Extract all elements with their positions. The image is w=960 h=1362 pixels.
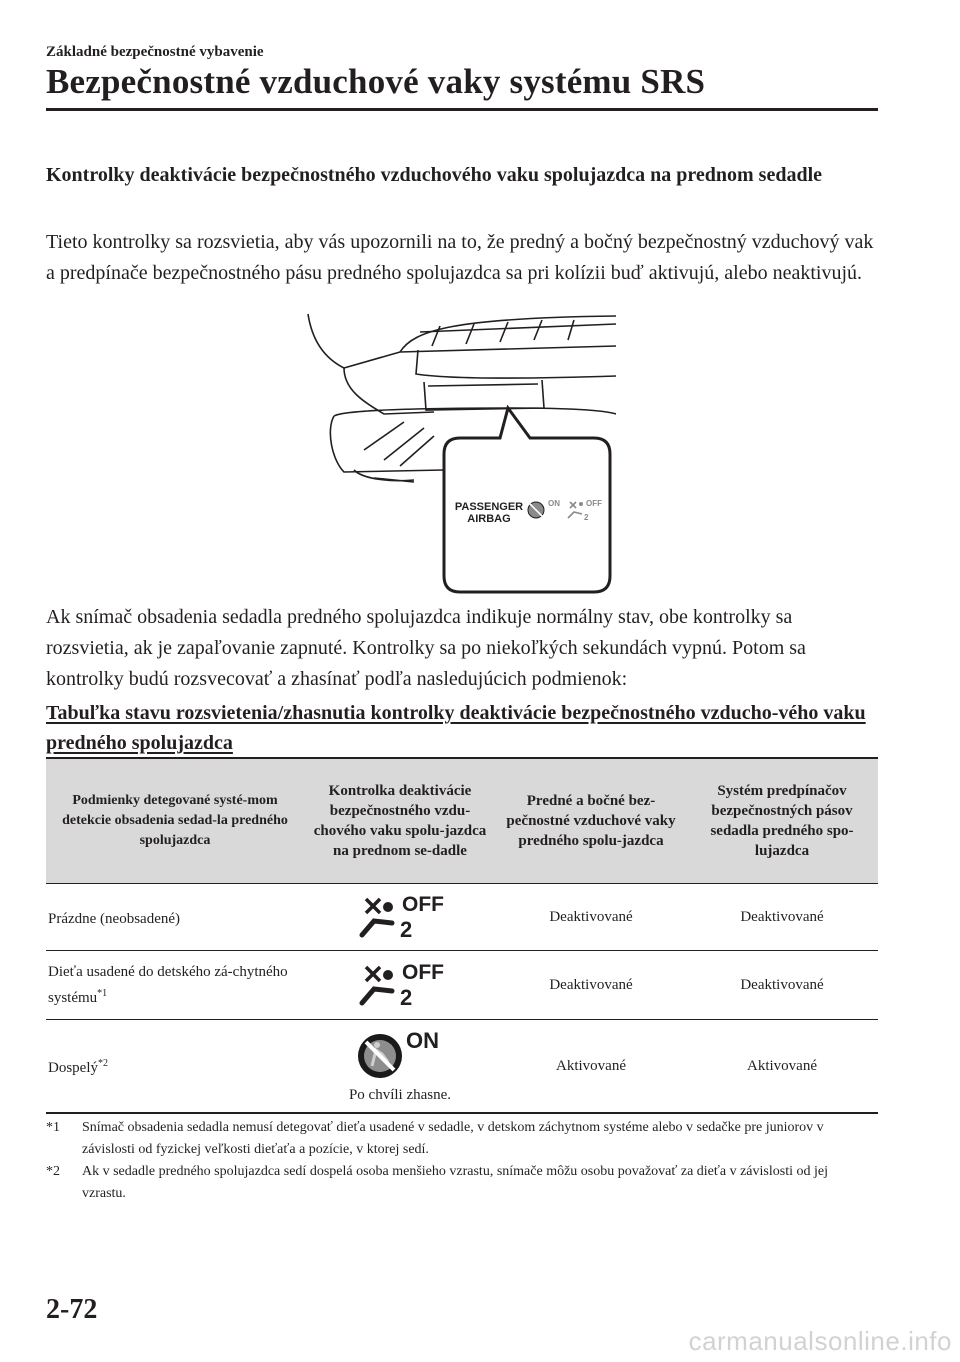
dashboard-illustration — [304, 310, 616, 594]
table-header-row — [46, 758, 878, 884]
footnote-mark: *2 — [46, 1164, 60, 1179]
header-pretensioners: Systém predpínačov bezpečnostných pásov sedadla predného spo-lujazdca — [686, 758, 878, 884]
pretensioners-cell: Deaktivované — [686, 951, 878, 1020]
footnote-text: Snímač obsadenia sedadla nemusí detegovať dieťa usadené v sedadle, v detskom záchytnom systéme alebo v sedačke pre juniorov v závislosti od fyzickej veľkosti dieťaťa a pozície, v ktorej sedí. — [82, 1120, 824, 1157]
svg-text:AIRBAG: AIRBAG — [467, 513, 511, 525]
svg-text:OFF: OFF — [402, 892, 444, 916]
pretensioners-cell: Deaktivované — [686, 884, 878, 951]
table-row — [46, 951, 878, 1020]
svg-text:PASSENGER: PASSENGER — [454, 501, 524, 513]
svg-text:ON: ON — [406, 1028, 439, 1053]
table-title — [46, 698, 876, 758]
indicator-cell — [304, 1020, 496, 1114]
footnote-text: Ak v sedadle predného spolujazdca sedí dospelá osoba menšieho vzrastu, snímače môžu osobu považovať za dieťa v závislosti od jej vzrastu. — [82, 1164, 828, 1201]
airbag-off-icon — [352, 889, 448, 941]
table-title-text: Tabuľka stavu rozsvietenia/zhasnutia kontrolky deaktivácie bezpečnostného vzducho-vého vaku predného spolujazdca — [46, 702, 866, 754]
condition-cell: Prázdne (neobsadené) — [46, 884, 304, 951]
indicator-cell — [304, 951, 496, 1020]
page-number: 2-72 — [46, 1294, 98, 1325]
watermark: carmanualsonline.info — [688, 1326, 952, 1356]
pretensioners-cell: Aktivované — [686, 1020, 878, 1114]
airbags-cell: Deaktivované — [496, 884, 686, 951]
footnote-mark: *1 — [46, 1120, 60, 1135]
section-label: Základné bezpečnostné vybavenie — [46, 44, 264, 60]
indicator-cell — [304, 884, 496, 951]
svg-text:2: 2 — [400, 916, 413, 941]
svg-text:ON: ON — [548, 499, 560, 508]
intro-paragraph: Tieto kontrolky sa rozsvietia, aby vás upozornili na to, že predný a bočný bezpečnostný vzduchový vak a predpínače bezpečnostného pásu predného spolujazdca sa pri kolízii buď aktivujú, alebo neaktivujú. — [46, 231, 874, 284]
table-row — [46, 1020, 878, 1114]
condition-cell: Dospelý$^{*2}$ — [46, 1020, 304, 1114]
airbag-off-icon — [352, 957, 448, 1009]
svg-text:2: 2 — [584, 513, 589, 522]
table-row — [46, 884, 878, 951]
airbags-cell: Deaktivované — [496, 951, 686, 1020]
airbags-cell: Aktivované — [496, 1020, 686, 1114]
page-title: Bezpečnostné vzduchové vaky systému SRS — [46, 62, 706, 101]
airbag-on-icon — [528, 502, 544, 518]
svg-text:OFF: OFF — [402, 960, 444, 984]
status-table — [46, 757, 878, 1114]
svg-text:OFF: OFF — [586, 499, 602, 508]
svg-text:2: 2 — [400, 984, 413, 1009]
header-airbags: Predné a bočné bez-pečnostné vzduchové vaky predného spolu-jazdca — [496, 758, 686, 884]
subheading: Kontrolky deaktivácie bezpečnostného vzduchového vaku spolujazdca na prednom sedadle — [46, 164, 823, 186]
title-rule — [46, 108, 878, 111]
indicator-note: Po chvíli zhasne. — [348, 1087, 452, 1103]
header-indicator: Kontrolka deaktivácie bezpečnostného vzdu-chového vaku spolu-jazdca na prednom se-dadle — [304, 758, 496, 884]
header-condition: Podmienky detegované systé-mom detekcie obsadenia sedad-la predného spolujazdca — [46, 758, 304, 884]
status-paragraph: Ak snímač obsadenia sedadla predného spolujazdca indikuje normálny stav, obe kontrolky sa rozsvietia, ak je zapaľovanie zapnuté. Kontrolky sa po niekoľkých sekundách vypnú. Potom sa kontrolky budú rozsvecovať a zhasínať podľa nasledujúcich podmienok: — [46, 606, 806, 690]
condition-cell: Dieťa usadené do detského zá-chytného systému$^{*1}$ — [46, 951, 304, 1020]
airbag-on-icon — [352, 1028, 448, 1080]
